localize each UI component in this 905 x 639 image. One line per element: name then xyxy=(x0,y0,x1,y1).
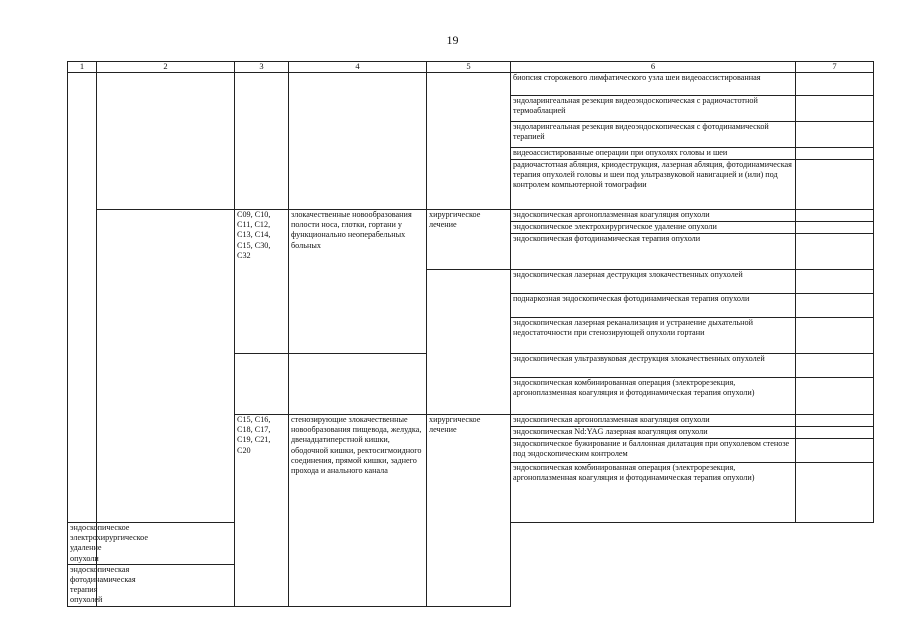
cell-col7 xyxy=(796,318,874,354)
cell-col7 xyxy=(796,210,874,222)
procedure-cell: эндоскопическая Nd:YAG лазерная коагуляция опухоли xyxy=(511,427,796,439)
cell-codes: C15, C16, C18, C17, C19, C21, C20 xyxy=(235,415,289,607)
cell-col7 xyxy=(796,160,874,210)
cell-col7 xyxy=(796,378,874,415)
cell-col7 xyxy=(796,222,874,234)
cell-col7 xyxy=(796,122,874,148)
procedure-cell: эндоскопическое электрохирургическое удаление опухоли xyxy=(68,523,97,565)
cell-treatment xyxy=(427,270,511,415)
cell-col7 xyxy=(796,234,874,270)
procedure-cell: эндоскопическая ультразвуковая деструкция злокачественных опухолей xyxy=(511,354,796,378)
procedure-cell: эндоскопическое бужирование и баллонная дилатация при опухолевом стенозе под эндоскопическим контролем xyxy=(511,439,796,463)
procedure-cell: эндоларингеальная резекция видеоэндоскопическая с радиочастотной термоаблацией xyxy=(511,96,796,122)
table-row xyxy=(68,73,874,96)
procedure-cell: биопсия сторожевого лимфатического узла шеи видеоассистированная xyxy=(511,73,796,96)
procedure-cell: эндоскопическая комбинированная операция (электрорезекция, аргоноплазменная коагуляция и фотодинамическая терапия опухоли) xyxy=(511,378,796,415)
column-header: 6 xyxy=(511,62,796,73)
column-header: 7 xyxy=(796,62,874,73)
cell-condition: стенозирующие злокачественные новообразования пищевода, желудка, двенадцатиперстной кишки, ободочной кишки, ректосигмоидного соединения, прямой кишки, заднего прохода и анального канала xyxy=(289,415,427,607)
cell-codes: C09, C10, C11, C12, C13, C14, C15, C30, C32 xyxy=(235,210,289,354)
procedure-cell: радиочастотная абляция, криодеструкция, лазерная абляция, фотодинамическая терапия опухолей головы и шеи под ультразвуковой навигацией и (или) под контролем компьютерной томографии xyxy=(511,160,796,210)
cell-condition: злокачественные новообразования полости носа, глотки, гортани у функционально неоперабельных больных xyxy=(289,210,427,354)
table-row xyxy=(68,210,874,222)
cell-treatment: хирургическое лечение xyxy=(427,415,511,607)
cell-col7 xyxy=(796,148,874,160)
cell-codes xyxy=(235,73,289,210)
cell-col7 xyxy=(796,439,874,463)
procedure-cell: эндоскопическая комбинированная операция (электрорезекция, аргоноплазменная коагуляция и фотодинамическая терапия опухоли) xyxy=(511,463,796,523)
cell-col1 xyxy=(68,73,97,523)
procedure-cell: эндоскопическая аргоноплазменная коагуляция опухоли xyxy=(511,210,796,222)
cell-col7 xyxy=(796,354,874,378)
column-number-row xyxy=(68,62,874,73)
medical-procedures-table xyxy=(67,61,874,607)
procedure-cell: эндоскопическая лазерная реканализация и устранение дыхательной недостаточности при стенозирующей опухоли гортани xyxy=(511,318,796,354)
procedure-cell: эндоскопическая аргоноплазменная коагуляция опухоли xyxy=(511,415,796,427)
column-header: 3 xyxy=(235,62,289,73)
cell-col2 xyxy=(97,210,235,523)
cell-col7 xyxy=(796,427,874,439)
procedure-cell: эндоскопическая фотодинамическая терапия опухоли xyxy=(511,234,796,270)
procedure-cell: эндоскопическая фотодинамическая терапия опухолей xyxy=(68,564,97,606)
procedure-cell: видеоассистированные операции при опухолях головы и шеи xyxy=(511,148,796,160)
cell-col7 xyxy=(796,270,874,294)
cell-col2 xyxy=(97,73,235,210)
cell-col7 xyxy=(796,73,874,96)
procedure-cell: эндоскопическое электрохирургическое удаление опухоли xyxy=(511,222,796,234)
cell-col7 xyxy=(796,294,874,318)
cell-codes xyxy=(235,354,289,415)
cell-col7 xyxy=(796,463,874,523)
cell-col7 xyxy=(796,415,874,427)
cell-treatment xyxy=(427,73,511,210)
column-header: 5 xyxy=(427,62,511,73)
column-header: 1 xyxy=(68,62,97,73)
column-header: 4 xyxy=(289,62,427,73)
cell-col7 xyxy=(796,96,874,122)
cell-condition xyxy=(289,354,427,415)
column-header: 2 xyxy=(97,62,235,73)
cell-treatment: хирургическое лечение xyxy=(427,210,511,270)
procedure-cell: поднаркозная эндоскопическая фотодинамическая терапия опухоли xyxy=(511,294,796,318)
page-number: 19 xyxy=(446,33,459,47)
cell-condition xyxy=(289,73,427,210)
procedure-cell: эндоларингеальная резекция видеоэндоскопическая с фотодинамической терапией xyxy=(511,122,796,148)
procedure-cell: эндоскопическая лазерная деструкция злокачественных опухолей xyxy=(511,270,796,294)
